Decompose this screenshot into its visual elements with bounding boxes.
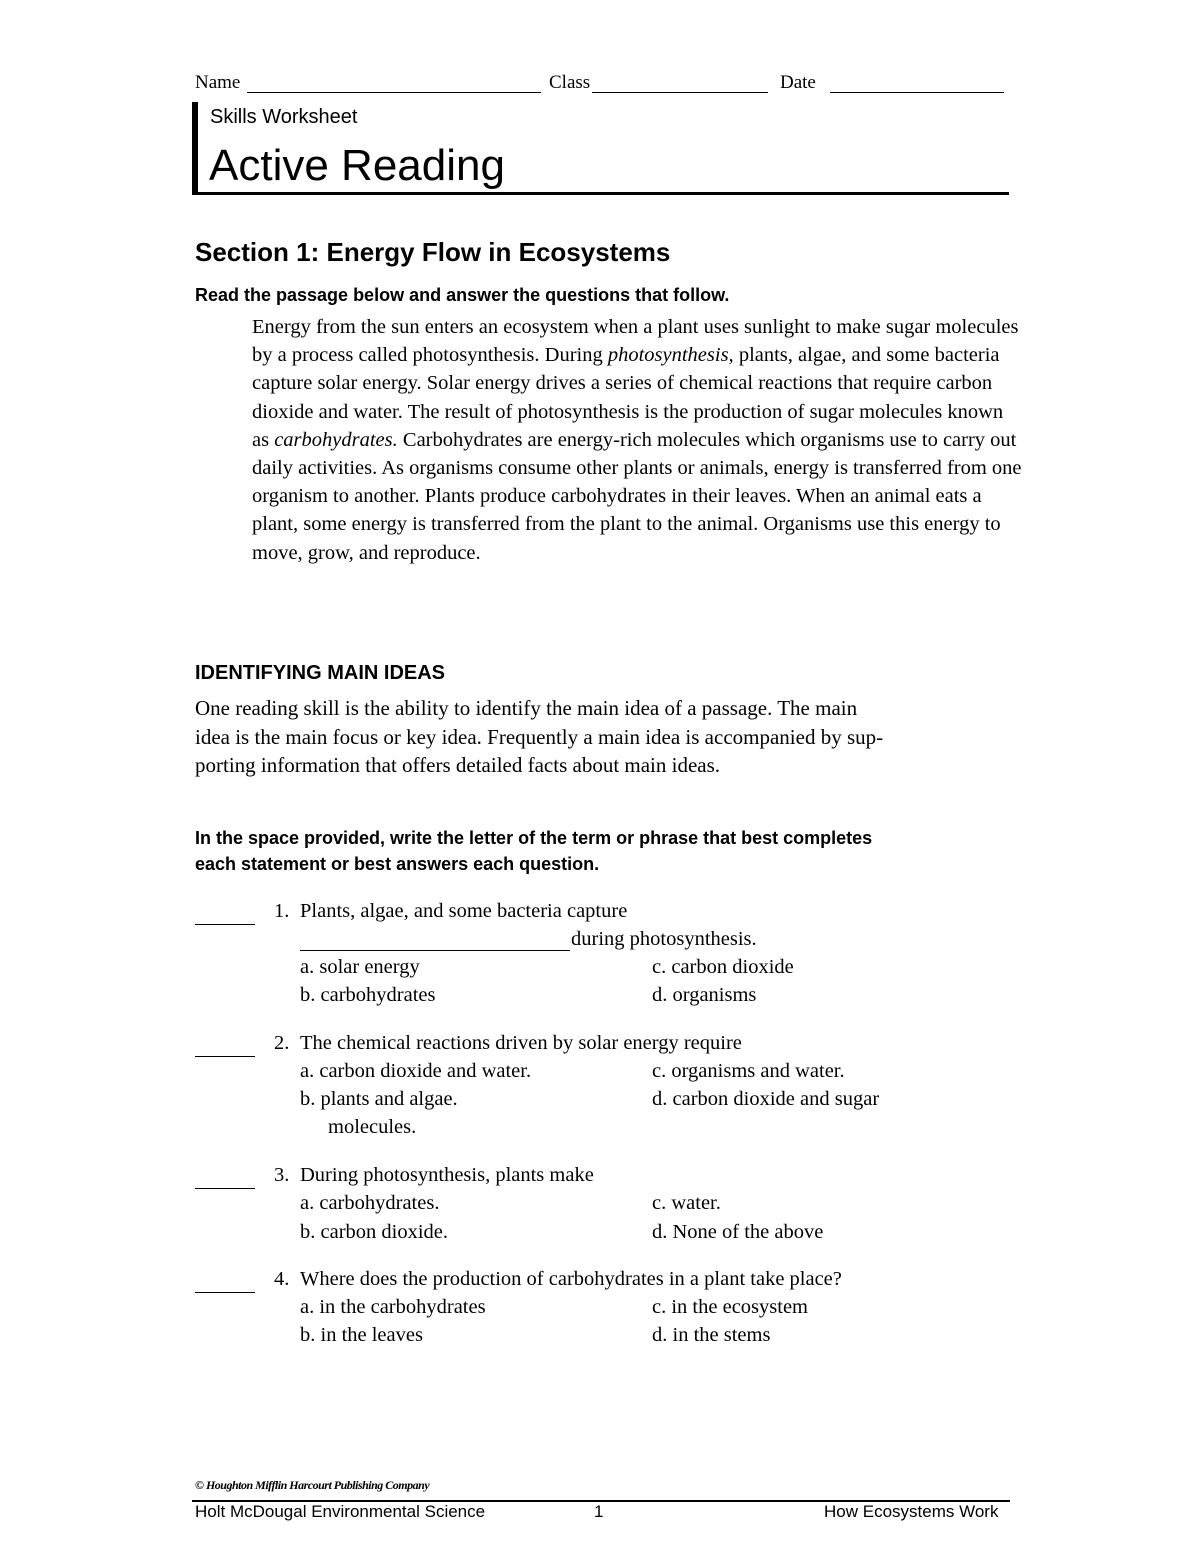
question-3-option-b: b. carbon dioxide. (300, 1221, 449, 1243)
answer-blank-3[interactable] (195, 1166, 255, 1189)
question-2-option-d: d. carbon dioxide and sugar (652, 1088, 880, 1110)
question-1-option-c: c. carbon dioxide (652, 956, 794, 978)
main-ideas-line-1: One reading skill is the ability to identify the main idea of a passage. The main (195, 696, 858, 720)
class-label: Class (549, 72, 591, 93)
passage-part-2: plants, algae, and some bacteria capture solar energy. Solar energy drives a series of chemical reactions that require carbon dioxide and water. The result of photosynthesis is the production of sugar molecules known as (252, 344, 1004, 451)
question-3-option-a: a. carbohydrates. (300, 1192, 440, 1214)
questions-instruction-line-2: each statement or best answers each question. (195, 854, 600, 874)
main-ideas-line-2: idea is the main focus or key idea. Frequently a main idea is accompanied by sup- (195, 724, 884, 749)
question-1-option-d: d. organisms (652, 984, 757, 1006)
date-label: Date (780, 72, 816, 93)
footer-book-title: Holt McDougal Environmental Science (195, 1502, 486, 1521)
copyright-notice: © Houghton Mifflin Harcourt Publishing Company (195, 1478, 430, 1492)
question-3-text: During photosynthesis, plants make (300, 1164, 594, 1186)
worksheet-type: Skills Worksheet (210, 106, 358, 128)
question-2-option-b: b. plants and algae. (300, 1088, 458, 1110)
date-field-line[interactable] (830, 74, 1004, 93)
title-bar-vertical (192, 102, 198, 194)
name-field-line[interactable] (247, 74, 541, 93)
question-1-option-b: b. carbohydrates (300, 984, 436, 1006)
question-4-number: 4. (274, 1268, 290, 1290)
section-heading: Section 1: Energy Flow in Ecosystems (195, 237, 671, 267)
question-4-option-d: d. in the stems (652, 1324, 771, 1346)
question-4-option-c: c. in the ecosystem (652, 1296, 808, 1318)
footer-chapter-title: How Ecosystems Work (824, 1502, 999, 1521)
main-ideas-paragraph (195, 694, 995, 780)
question-1-text: Plants, algae, and some bacteria capture (300, 900, 628, 922)
question-3-option-d: d. None of the above (652, 1221, 824, 1243)
answer-blank-2[interactable] (195, 1034, 255, 1057)
footer-page-number: 1 (594, 1502, 604, 1521)
question-3-number: 3. (274, 1164, 290, 1186)
question-3-option-c: c. water. (652, 1192, 721, 1214)
reading-passage (252, 313, 1022, 567)
class-field-line[interactable] (592, 74, 768, 93)
question-1-fill-blank (300, 930, 570, 951)
question-2-option-a: a. carbon dioxide and water. (300, 1060, 532, 1082)
title-bar-horizontal (192, 192, 1009, 195)
question-1-text-cont: during photosynthesis. (571, 928, 757, 950)
question-2-number: 2. (274, 1032, 290, 1054)
questions-instruction-line-1: In the space provided, write the letter of the term or phrase that best completes (195, 828, 873, 848)
question-4-text: Where does the production of carbohydrates in a plant take place? (300, 1268, 842, 1290)
question-4-option-b: b. in the leaves (300, 1324, 423, 1346)
question-2-text: The chemical reactions driven by solar energy require (300, 1032, 742, 1054)
passage-instruction: Read the passage below and answer the questions that follow. (195, 285, 730, 305)
page-title: Active Reading (209, 141, 505, 190)
passage-term-photosynthesis: photosynthesis, (607, 344, 734, 367)
name-label: Name (195, 72, 241, 93)
passage-part-1: Energy from the sun enters an ecosystem when a plant uses sunlight to make sugar molecules by a process called photosynthesis. During (252, 316, 1019, 367)
main-ideas-heading: IDENTIFYING MAIN IDEAS (195, 662, 446, 684)
passage-term-carbohydrates: carbohydrates. (274, 428, 398, 451)
passage-part-3: Carbohydrates are energy-rich molecules which organisms use to carry out daily activities. As organisms consume other plants or animals, energy is transferred from one organism to another. Plants produce carbohydrates in their leaves. When an animal eats a plant, some energy is transferred from the plant to the animal. Organisms use this energy to move, grow, and reproduce. (252, 428, 1022, 564)
question-1-option-a: a. solar energy (300, 956, 420, 978)
main-ideas-line-3: porting information that offers detailed facts about main ideas. (195, 753, 721, 777)
question-2-option-d-cont: molecules. (328, 1116, 417, 1138)
question-4-option-a: a. in the carbohydrates (300, 1296, 486, 1318)
answer-blank-4[interactable] (195, 1270, 255, 1293)
question-2-option-c: c. organisms and water. (652, 1060, 845, 1082)
question-1-number: 1. (274, 900, 290, 922)
answer-blank-1[interactable] (195, 902, 255, 925)
